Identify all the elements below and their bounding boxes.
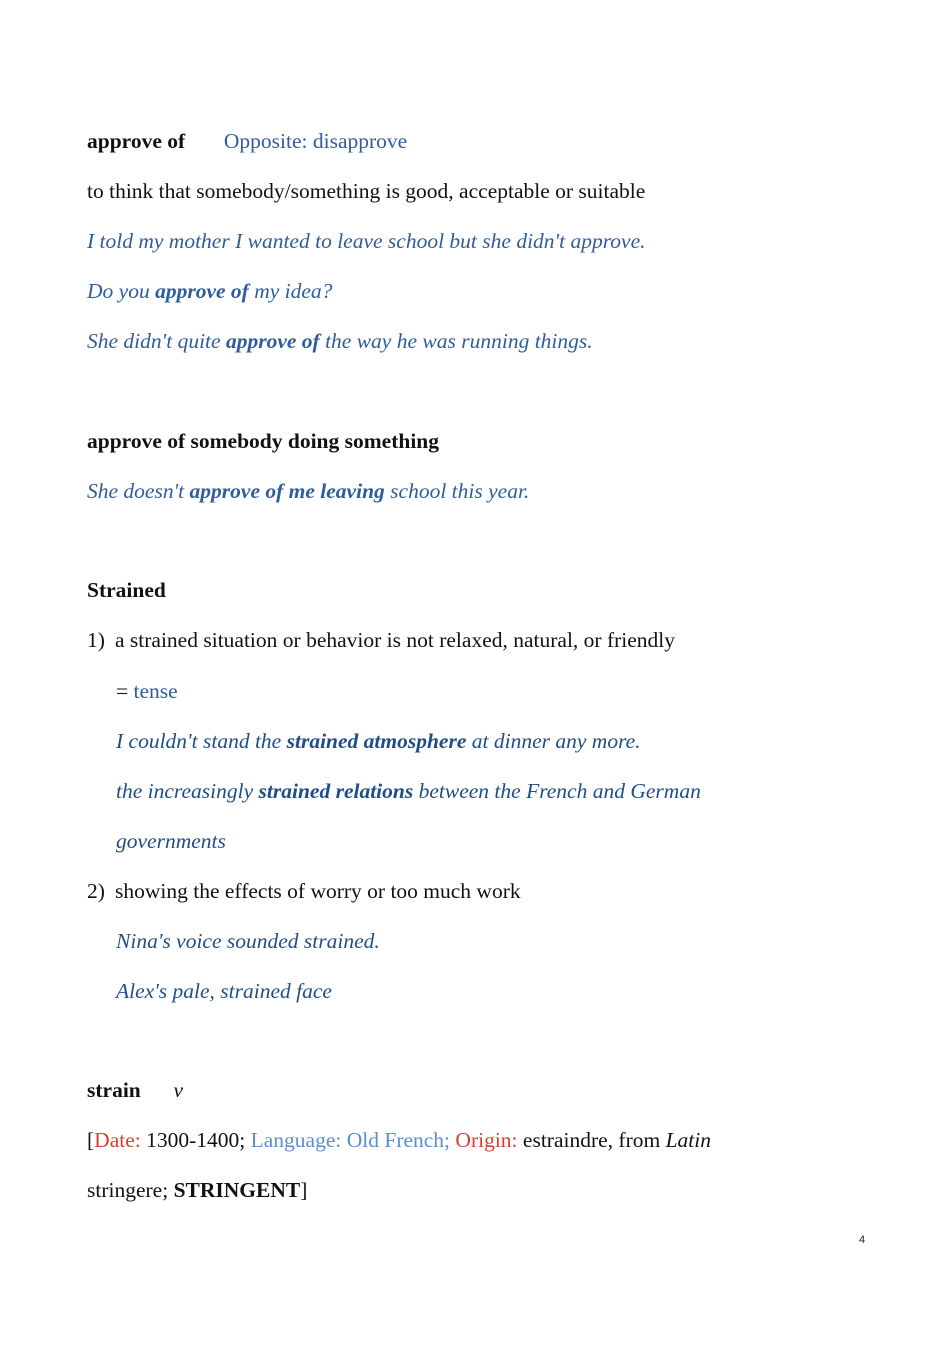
example xyxy=(87,276,332,306)
headword: strain xyxy=(87,1078,141,1102)
synonym-marker: = xyxy=(116,679,134,703)
example xyxy=(116,776,701,806)
etymology-continuation xyxy=(87,1175,307,1205)
page-number: 4 xyxy=(859,1234,866,1246)
etymology xyxy=(87,1125,711,1155)
sense-definition: a strained situation or behavior is not relaxed, natural, or friendly xyxy=(115,628,676,652)
example-text: the increasingly xyxy=(116,779,259,803)
example-text: I couldn't stand the xyxy=(116,729,287,753)
example: Nina's voice sounded strained. xyxy=(116,929,380,953)
cross-reference: STRINGENT xyxy=(173,1178,301,1202)
origin-label: Origin: xyxy=(450,1128,518,1152)
sense-2 xyxy=(87,876,521,906)
bracket: [ xyxy=(87,1128,95,1152)
example-text: at dinner any more. xyxy=(466,729,641,753)
example-text: the way he was running things. xyxy=(319,329,593,353)
sense-1 xyxy=(87,625,675,655)
example xyxy=(116,726,641,756)
latin-word: Latin xyxy=(665,1128,711,1152)
example xyxy=(87,326,593,356)
sense-number: 1) xyxy=(87,628,105,652)
synonym xyxy=(116,676,178,706)
sense-number: 2) xyxy=(87,879,105,903)
example: I told my mother I wanted to leave school but she didn't approve. xyxy=(87,229,646,253)
date-label: Date: xyxy=(94,1128,141,1152)
part-of-speech: v xyxy=(173,1078,184,1102)
example-text: Do you xyxy=(87,279,156,303)
example-text: school this year. xyxy=(384,479,530,503)
example-text: She doesn't xyxy=(87,479,190,503)
example-text: between the French and German xyxy=(413,779,701,803)
headword: approve of xyxy=(87,129,186,153)
origin-value: estraindre, from xyxy=(517,1128,666,1152)
example-text: my idea? xyxy=(248,279,333,303)
entry-approve-of xyxy=(87,126,407,156)
example-continuation: governments xyxy=(116,829,226,853)
origin-value: stringere; xyxy=(87,1178,174,1202)
headword: approve of somebody doing something xyxy=(87,429,440,453)
definition: to think that somebody/something is good, acceptable or suitable xyxy=(87,179,646,203)
date-value: 1300-1400; xyxy=(140,1128,251,1152)
language-label: Language: Old French; xyxy=(250,1128,451,1152)
example: Alex's pale, strained face xyxy=(116,979,332,1003)
collocation: approve of xyxy=(225,329,320,353)
example-text: She didn't quite xyxy=(87,329,226,353)
collocation: strained relations xyxy=(258,779,414,803)
headword: Strained xyxy=(87,578,166,602)
opposite-note: Opposite: disapprove xyxy=(223,129,408,153)
collocation: approve of me leaving xyxy=(189,479,385,503)
sense-definition: showing the effects of worry or too much work xyxy=(115,879,521,903)
bracket: ] xyxy=(300,1178,308,1202)
collocation: strained atmosphere xyxy=(286,729,467,753)
collocation: approve of xyxy=(155,279,249,303)
entry-strain xyxy=(87,1075,183,1105)
example xyxy=(87,476,529,506)
synonym-word: tense xyxy=(133,679,178,703)
